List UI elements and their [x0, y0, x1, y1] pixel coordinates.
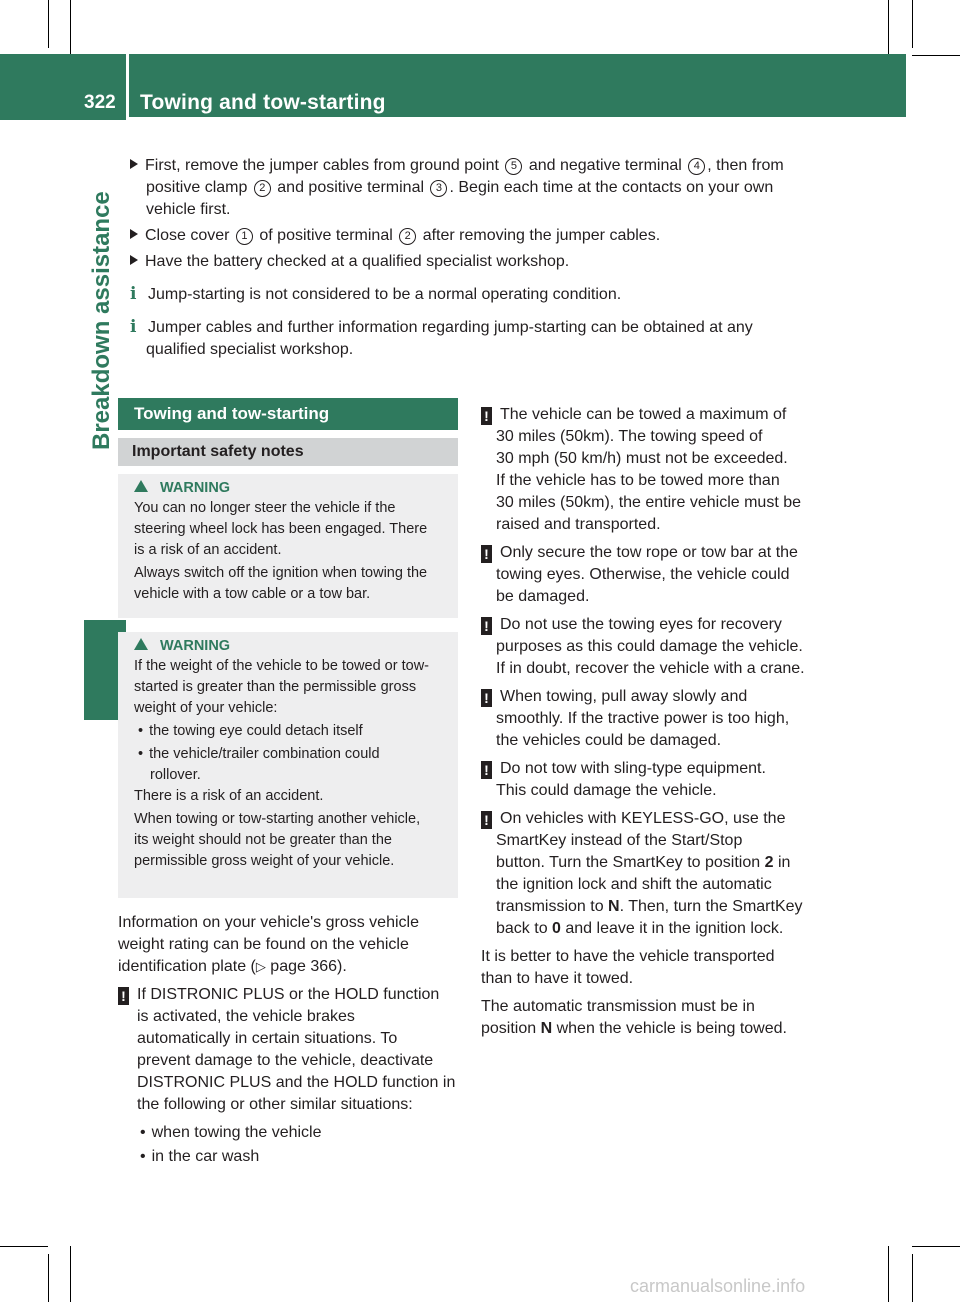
- caution-note: ! If DISTRONIC PLUS or the HOLD function: [118, 984, 463, 1006]
- watermark: carmanualsonline.info: [630, 1276, 806, 1296]
- info-icon: i: [130, 317, 137, 337]
- list-item: • the vehicle/trailer combination could: [138, 746, 380, 762]
- crop-mark: [888, 0, 889, 55]
- crop-mark: [70, 1246, 71, 1302]
- caution-icon: !: [481, 617, 492, 635]
- callout-5-icon: 5: [505, 158, 522, 175]
- warning-box: WARNING If the weight of the vehicle to be towed or tow- started is greater than the permissible gross weight of your vehicle: • the towing eye could detach itself • the vehicle/trailer combination could rollover. There is a risk of an accident. When towing or tow-starting another vehicle, its weight should not be greater than the permissible gross weight of your vehicle.: [118, 632, 458, 898]
- callout-2-icon: 2: [399, 228, 416, 245]
- warning-triangle-icon: [134, 480, 148, 492]
- caution-icon: !: [481, 689, 492, 707]
- caution-note: ! Only secure the tow rope or tow bar at the: [481, 542, 826, 564]
- arrow-icon: [130, 229, 138, 239]
- info-note: i Jump-starting is not considered to be a normal operating condition.: [130, 284, 622, 304]
- caution-note: ! The vehicle can be towed a maximum of: [481, 404, 826, 426]
- right-column: ! The vehicle can be towed a maximum of 30 miles (50km). The towing speed of 30 mph (50 km/h) must not be exceeded. If the vehicle has to be towed more than 30 miles (50km), the entire vehicle must be raised and transported. ! Only secure the tow rope or tow bar at the towing eyes. Otherwise, the vehicle could be damaged. ! Do not use the towing eyes for recovery purposes as this could damage the vehicle. If in doubt, recover the vehicle with a crane. ! When towing, pull away slowly and smoothly. If the tractive power is too high, the vehicles could be damaged. ! Do not tow with sling-type equipment. This could damage the vehicle. ! On vehicles with KEYLESS-GO, use the SmartKey instead of the Start/Stop button. Turn the SmartKey to position 2 in the ignition lock and shift the automatic transmission to N. Then, turn the SmartKey back to 0 and leave it in the ignition lock. It is better to have the vehicle transported than to have it towed. The automatic transmission must be in position N when the vehicle is being towed.: [481, 404, 826, 1040]
- callout-4-icon: 4: [688, 158, 705, 175]
- callout-1-icon: 1: [236, 228, 253, 245]
- crop-mark: [912, 0, 913, 48]
- list-item: • the towing eye could detach itself: [138, 723, 363, 739]
- callout-2-icon: 2: [254, 180, 271, 197]
- caution-icon: !: [481, 811, 492, 829]
- crop-mark: [912, 1254, 913, 1302]
- left-body: Information on your vehicle's gross vehicle weight rating can be found on the vehicle identification plate (▷ page 366). ! If DISTRONIC PLUS or the HOLD function is activated, the vehicle brakes automatically in certain situations. To prevent damage to the vehicle, deactivate DISTRONIC PLUS and the HOLD function in the following or other similar situations: • when towing the vehicle • in the car wash: [118, 912, 463, 1168]
- callout-3-icon: 3: [430, 180, 447, 197]
- caution-note: ! When towing, pull away slowly and: [481, 686, 826, 708]
- instruction-step: Have the battery checked at a qualified specialist workshop.: [130, 251, 820, 273]
- page-number: 322: [84, 92, 116, 113]
- caution-icon: !: [481, 761, 492, 779]
- page-title: Towing and tow-starting: [140, 91, 386, 114]
- sidebar-chapter-label: Breakdown assistance: [88, 191, 115, 450]
- warning-box: WARNING You can no longer steer the vehicle if the steering wheel lock has been engaged. There is a risk of an accident. Always switch off the ignition when towing the vehicle with a tow cable or a tow bar.: [118, 474, 458, 618]
- crop-mark: [0, 1246, 48, 1247]
- info-icon: i: [130, 284, 137, 304]
- arrow-icon: [130, 255, 138, 265]
- caution-note: ! On vehicles with KEYLESS-GO, use the: [481, 808, 826, 830]
- crop-mark: [70, 0, 71, 55]
- header-divider: [126, 54, 129, 120]
- crop-mark: [888, 1246, 889, 1302]
- warning-triangle-icon: [134, 638, 148, 650]
- crop-mark: [48, 1254, 49, 1302]
- crop-mark: [48, 0, 49, 48]
- top-instructions: First, remove the jumper cables from ground point 5 and negative terminal 4 , then from positive clamp 2 and positive terminal 3 . Begin each time at the contacts on your own vehicle first. Close cover 1 of positive terminal 2 after removing the jumper cables. Have the battery checked at a qualified specialist workshop. i Jump-starting is not considered to be a normal operating condition. i Jumper cables and further information regarding jump-starting can be obtained at any qualified specialist workshop.: [130, 155, 820, 361]
- list-item: • in the car wash: [140, 1148, 260, 1165]
- caution-note: ! Do not tow with sling-type equipment.: [481, 758, 826, 780]
- caution-note: ! Do not use the towing eyes for recovery: [481, 614, 826, 636]
- instruction-step: Close cover 1 of positive terminal 2 after removing the jumper cables.: [130, 225, 820, 247]
- info-note: i Jumper cables and further information regarding jump-starting can be obtained at any: [130, 317, 753, 337]
- crop-mark: [912, 1246, 960, 1247]
- subsection-heading: Important safety notes: [118, 438, 458, 466]
- list-item: • when towing the vehicle: [140, 1124, 322, 1141]
- crop-mark: [912, 55, 960, 56]
- caution-icon: !: [481, 545, 492, 563]
- arrow-icon: [130, 159, 138, 169]
- caution-icon: !: [118, 987, 129, 1005]
- section-heading: Towing and tow-starting: [118, 398, 458, 430]
- header-bar: [0, 54, 906, 120]
- header-underline: [129, 117, 906, 120]
- page-reference-icon: ▷: [255, 959, 266, 974]
- caution-icon: !: [481, 407, 492, 425]
- instruction-step: First, remove the jumper cables from ground point 5 and negative terminal 4 , then from: [130, 155, 820, 177]
